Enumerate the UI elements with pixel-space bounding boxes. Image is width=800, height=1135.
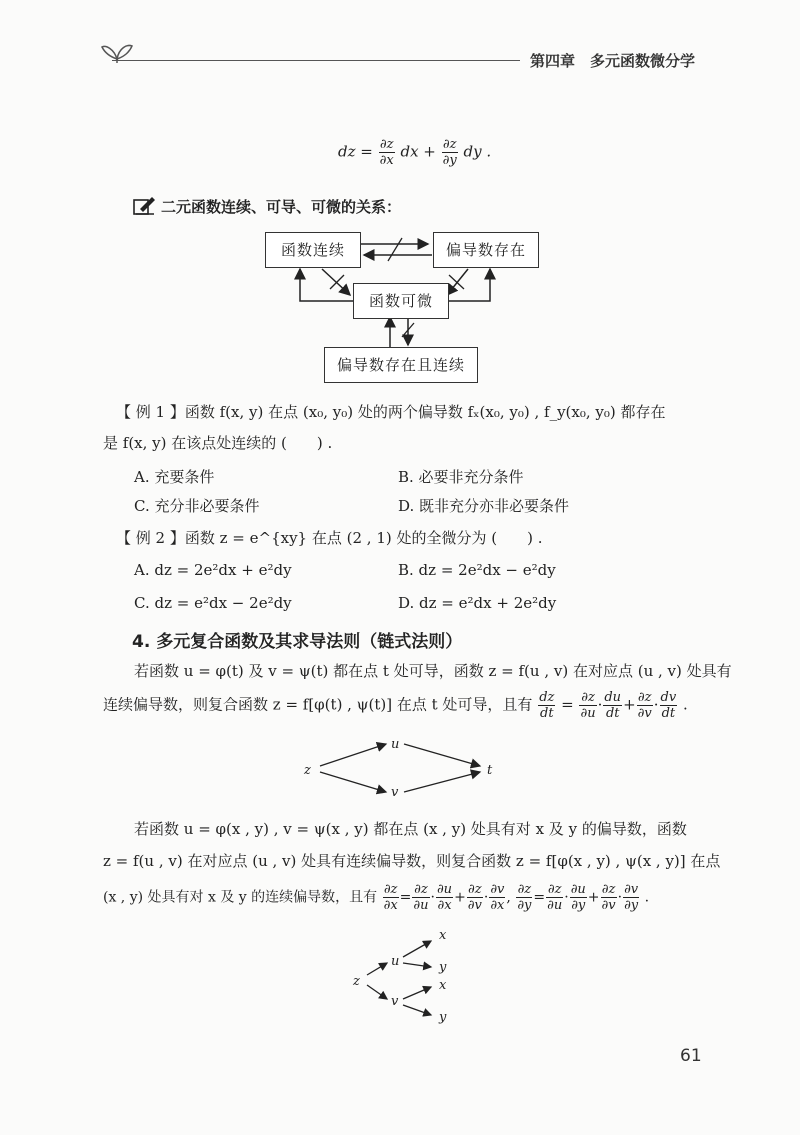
- example1-option-c: C. 充分非必要条件: [134, 497, 260, 515]
- tree2-node-x2: x: [439, 978, 447, 993]
- section4-para2-line3: (x , y) 处具有对 x 及 y 的连续偏导数，且有 $\frac{\partial z}{\partial x}$ = $\frac{\partial z}{\partial u}$ · $\frac{\partial u}{\partial x}$ + $\frac{\partial z}{\partial v}$ · $\frac{\partial v}{\partial x}$ , $\frac{\partial z}{\partial y}$ = $\frac{\partial z}{\partial u}$ · $\frac{\partial u}{\partial y}$ + $\frac{\partial z}{\partial v}$ · $\frac{\partial v}{\partial y}$ .: [103, 882, 650, 913]
- chain-tree-double: [345, 925, 465, 1025]
- tree1-node-u: u: [391, 737, 400, 752]
- tree2-node-x1: x: [439, 928, 447, 943]
- box-partial-continuous: 偏导数存在且连续: [324, 347, 478, 383]
- section4-para2-line2: z = f(u , v) 在对应点 (u , v) 处具有连续偏导数，则复合函数 z = f[φ(x , y) , ψ(x , y)] 在点: [103, 852, 721, 870]
- example2-option-c: C. dz = e²dx − 2e²dy: [134, 594, 292, 612]
- tree2-node-u: u: [391, 954, 400, 969]
- section4-title: 4. 多元复合函数及其求导法则（链式法则）: [132, 632, 463, 652]
- tree1-node-z: z: [304, 763, 311, 778]
- example1-option-d: D. 既非充分亦非必要条件: [398, 497, 570, 515]
- header-rule: [112, 60, 520, 61]
- tree2-node-y1: y: [439, 960, 447, 975]
- tree1-node-t: t: [487, 763, 493, 778]
- tree2-node-y2: y: [439, 1010, 447, 1025]
- page-number: 61: [680, 1046, 702, 1066]
- section4-para1-line2: 连续偏导数，则复合函数 z = f[φ(t) , ψ(t)] 在点 t 处可导，且有 $\frac{dz}{dt}$ = $\frac{\partial z}{\partial u}$ · $\frac{du}{dt}$ + $\frac{\partial z}{\partial v}$ · $\frac{dv}{dt}$ .: [103, 690, 688, 721]
- box-differentiable: 函数可微: [353, 283, 449, 319]
- example2-option-d: D. dz = e²dx + 2e²dy: [398, 594, 557, 612]
- chain-tree-single: [300, 732, 500, 802]
- example1-option-b: B. 必要非充分条件: [398, 468, 524, 486]
- tree2-node-v: v: [391, 994, 399, 1009]
- box-partial-exist: 偏导数存在: [433, 232, 539, 268]
- tree2-node-z: z: [353, 974, 360, 989]
- total-differential-formula: dz = $\frac{\partial z}{\partial x}$ dx + $\frac{\partial z}{\partial y}$ dy .: [338, 137, 492, 168]
- example1-line2: 是 f(x, y) 在该点处连续的 ( ) .: [103, 434, 333, 452]
- example2-option-a: A. dz = 2e²dx + e²dy: [134, 561, 292, 579]
- relation-title: 二元函数连续、可导、可微的关系：: [161, 198, 402, 216]
- pencil-note-icon: [132, 196, 158, 216]
- section4-para1-line1: 若函数 u = φ(t) 及 v = ψ(t) 都在点 t 处可导，函数 z = f(u , v) 在对应点 (u , v) 处具有: [134, 662, 732, 680]
- tree1-node-v: v: [391, 785, 399, 800]
- example2-option-b: B. dz = 2e²dx − e²dy: [398, 561, 556, 579]
- example1-line1: 【 例 1 】函数 f(x, y) 在点 (x₀, y₀) 处的两个偏导数 fₓ(x₀, y₀) , f_y(x₀, y₀) 都存在: [116, 403, 666, 421]
- section4-para2-line1: 若函数 u = φ(x , y) , v = ψ(x , y) 都在点 (x , y) 处具有对 x 及 y 的偏导数，函数: [134, 820, 687, 838]
- example2-line1: 【 例 2 】函数 z = e^{xy} 在点 (2 , 1) 处的全微分为 ( ) .: [116, 529, 543, 547]
- example1-option-a: A. 充要条件: [134, 468, 215, 486]
- box-continuous: 函数连续: [265, 232, 361, 268]
- chapter-title: 第四章 多元函数微分学: [530, 52, 696, 70]
